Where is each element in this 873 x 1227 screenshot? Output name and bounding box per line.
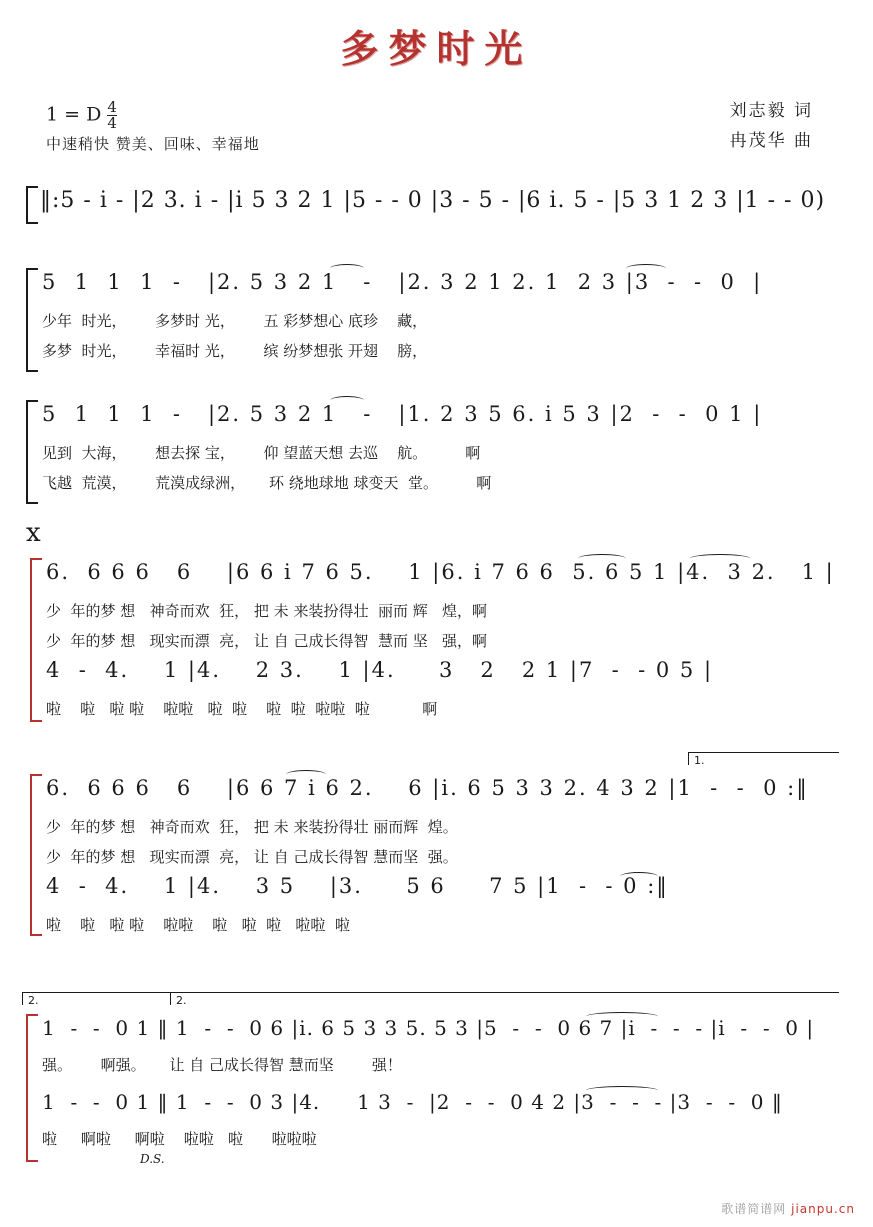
- time-signature: [107, 100, 117, 131]
- volta-bracket-1: [688, 752, 839, 765]
- page-title: 多梦时光: [340, 26, 533, 71]
- watermark-site: jianpu.cn: [791, 1202, 855, 1216]
- tempo-mood-marking: 中速稍快 赞美、回味、幸福地: [46, 135, 260, 153]
- system-3-lyric-verse-1: 少 年的梦 想 神奇而欢 狂， 把 未 来装扮得壮 丽而 辉 煌，啊: [46, 602, 488, 620]
- ds-marking: D.S.: [140, 1152, 165, 1166]
- system-2-notes: 5 1 1 1 - |2. 5 3 2 1 - |1. 2 3 5 6. i 5 3 |2 - - 0 1 |: [42, 402, 763, 426]
- system-2-lyric-verse-1: 见到 大海， 想去探 宝， 仰 望蓝天想 去巡 航。 啊: [42, 444, 481, 462]
- volta-label-2a: 2.: [28, 994, 39, 1007]
- system-4-lyric-verse-2: 少 年的梦 想 现实而漂 亮， 让 自 己成长得智 慧而坚 强。: [46, 848, 458, 866]
- volta-bracket-2b: [170, 992, 839, 1005]
- system-4-lyric-verse-1: 少 年的梦 想 神奇而欢 狂， 把 未 来装扮得壮 丽而辉 煌。: [46, 818, 458, 836]
- watermark-text: 歌谱简谱网: [721, 1202, 787, 1216]
- system-3-notes: 6. 6 6 6 6 |6 6 i 7 6 5. 1 |6. i 7 6 6 5. 6 5 1 |4. 3 2. 1 |: [46, 560, 835, 584]
- key-signature: [46, 100, 117, 131]
- volta-bracket-2a: [22, 992, 171, 1005]
- system-3-second-staff-lyric: 啦 啦 啦 啦 啦啦 啦 啦 啦 啦 啦啦 啦 啊: [46, 700, 438, 718]
- system-1-notes: 5 1 1 1 - |2. 5 3 2 1 - |2. 3 2 1 2. 1 2 3 |3 - - 0 |: [42, 270, 763, 294]
- system-4-second-staff-notes: 4 - 4. 1 |4. 3 5 |3. 5 6 7 5 |1 - - 0 :‖: [46, 874, 669, 898]
- composer-credit: 冉茂华 曲: [729, 131, 813, 151]
- system-3-second-staff-notes: 4 - 4. 1 |4. 2 3. 1 |4. 3 2 2 1 |7 - - 0 5 |: [46, 658, 714, 682]
- system-2-lyric-verse-2: 飞越 荒漠， 荒漠成绿洲， 环 绕地球地 球变天 堂。 啊: [42, 474, 492, 492]
- volta-label-2b: 2.: [176, 994, 187, 1007]
- credits: [730, 96, 813, 156]
- key-label: 1 = D: [46, 103, 102, 126]
- system-4-second-staff-lyric: 啦 啦 啦 啦 啦啦 啦 啦 啦 啦啦 啦: [46, 916, 350, 934]
- system-5-second-staff-notes: 1 - - 0 1 ‖ 1 - - 0 3 |4. 1 3 - |2 - - 0 4 2 |3 - - - |3 - - 0 ‖: [42, 1090, 783, 1114]
- system-3-lyric-verse-2: 少 年的梦 想 现实而漂 亮， 让 自 己成长得智 慧而 坚 强，啊: [46, 632, 488, 650]
- meter-denominator: 4: [107, 114, 117, 132]
- segno-icon: x: [26, 518, 41, 548]
- system-1-lyric-verse-1: 少年 时光， 多梦时 光， 五 彩梦想心 底珍 藏，: [42, 312, 428, 330]
- watermark: [721, 1200, 855, 1217]
- system-5-lyric: 强。 啊强。 让 自 己成长得智 慧而坚 强！: [42, 1056, 402, 1074]
- meter-numerator: 4: [107, 98, 117, 116]
- system-4-notes: 6. 6 6 6 6 |6 6 7 i 6 2. 6 |i. 6 5 3 3 2. 4 3 2 |1 - - 0 :‖: [46, 776, 809, 800]
- lyricist-credit: 刘志毅 词: [729, 101, 813, 121]
- intro-notes: ‖:5 - i - |2 3. i - |i 5 3 2 1 |5 - - 0 |3 - 5 - |6 i. 5 - |5 3 1 2 3 |1 - - 0): [40, 188, 826, 213]
- system-5-second-staff-lyric: 啦 啊啦 啊啦 啦啦 啦 啦啦啦: [42, 1130, 317, 1148]
- system-1-lyric-verse-2: 多梦 时光， 幸福时 光， 缤 纷梦想张 开翅 膀，: [42, 342, 428, 360]
- volta-label-1: 1.: [694, 754, 705, 767]
- system-5-notes: 1 - - 0 1 ‖ 1 - - 0 6 |i. 6 5 3 3 5. 5 3 |5 - - 0 6 7 |i - - - |i - - 0 |: [42, 1016, 815, 1040]
